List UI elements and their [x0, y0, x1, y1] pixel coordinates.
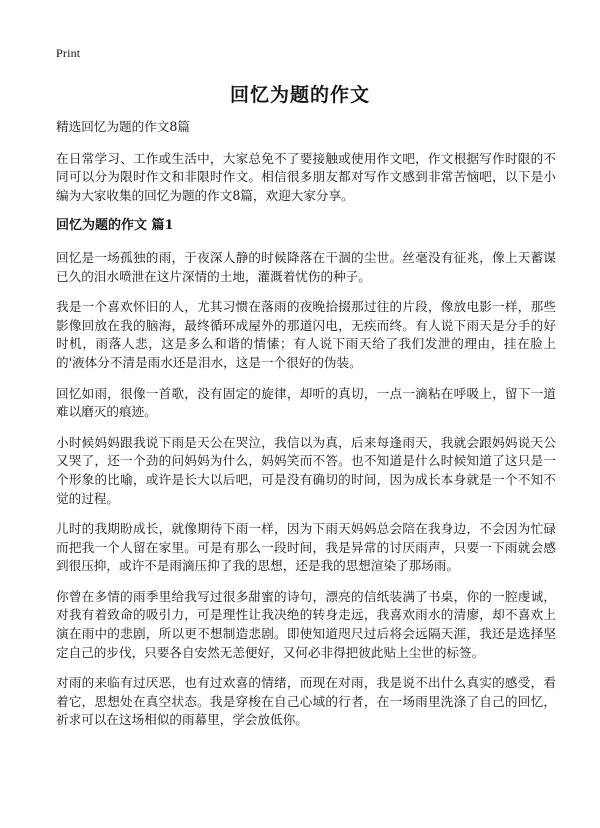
body-paragraph-1: 回忆是一场孤独的雨，于夜深人静的时候降落在干涸的尘世。丝毫没有征兆，像上天蓄谋已久的泪水喷泄在这片深情的土地，灌溉着忧伤的种子。 — [56, 249, 556, 284]
intro-paragraph: 在日常学习、工作或生活中，大家总免不了要接触或使用作文吧，作文根据写作时限的不同可以分为限时作文和非限时作文。相信很多朋友都对写作文感到非常苦恼吧，以下是小编为大家收集的回忆为题的作文8篇，欢迎大家分享。 — [56, 150, 556, 203]
body-paragraph-6: 你曾在多情的雨季里给我写过很多甜蜜的诗句，漂亮的信纸装满了书桌，你的一腔虔诚，对我有着致命的吸引力，可是理性让我决绝的转身走远，我喜欢雨水的清廖，却不喜欢上演在雨中的悲剧，所以更不想制造悲剧。即使知道咫尺过后将会远隔天涯，我还是选择坚定自己的步伐，只要各自安然无恙便好，又何必非得把彼此贴上尘世的标签。 — [56, 588, 556, 660]
page-title: 回忆为题的作文 — [229, 84, 370, 106]
body-paragraph-5: 儿时的我期盼成长，就像期待下雨一样，因为下雨天妈妈总会陪在我身边，不会因为忙碌而把我一个人留在家里。可是有那么一段时间，我是异常的讨厌雨声，只要一下雨就会感到很压抑，或许不是雨滴压抑了我的思想，还是我的思想渲染了那场雨。 — [56, 521, 556, 574]
body-paragraph-4: 小时候妈妈跟我说下雨是天公在哭泣，我信以为真，后来每逢雨天，我就会跟妈妈说天公又哭了，还一个劲的问妈妈为什么，妈妈笑而不答。也不知道是什么时候知道了这只是一个形象的比喻，或许是长大以后吧，可是没有确切的时间，因为成长本身就是一个不知不觉的过程。 — [56, 434, 556, 506]
body-paragraph-2: 我是一个喜欢怀旧的人，尤其习惯在落雨的夜晚拾掇那过往的片段，像放电影一样，那些影像回放在我的脑海，最终循环成屋外的那道闪电，无疾而终。有人说下雨天是分手的好时机，雨落人悲，这是多么和谐的情愫；有人说下雨天给了我们发泄的理由，挂在脸上的'液体分不清是雨水还是泪水，这是一个很好的伪装。 — [56, 299, 556, 370]
document-subtitle: 精选回忆为题的作文8篇 — [56, 119, 190, 134]
body-paragraph-7: 对雨的来临有过厌恶，也有过欢喜的情绪，而现在对雨，我是说不出什么真实的感受，看着它，思想处在真空状态。我是穿梭在自己心域的行者，在一场雨里洗涤了自己的回忆，祈求可以在这场相似的雨幕里，学会放低你。 — [56, 675, 556, 728]
document-body — [56, 118, 556, 742]
body-paragraph-3: 回忆如雨，很像一首歌，没有固定的旋律，却听的真切，一点一滴粘在呼吸上，留下一道难以磨灭的痕迹。 — [56, 385, 556, 420]
section-heading: 回忆为题的作文 篇1 — [56, 218, 174, 234]
print-label: Print — [56, 46, 81, 60]
